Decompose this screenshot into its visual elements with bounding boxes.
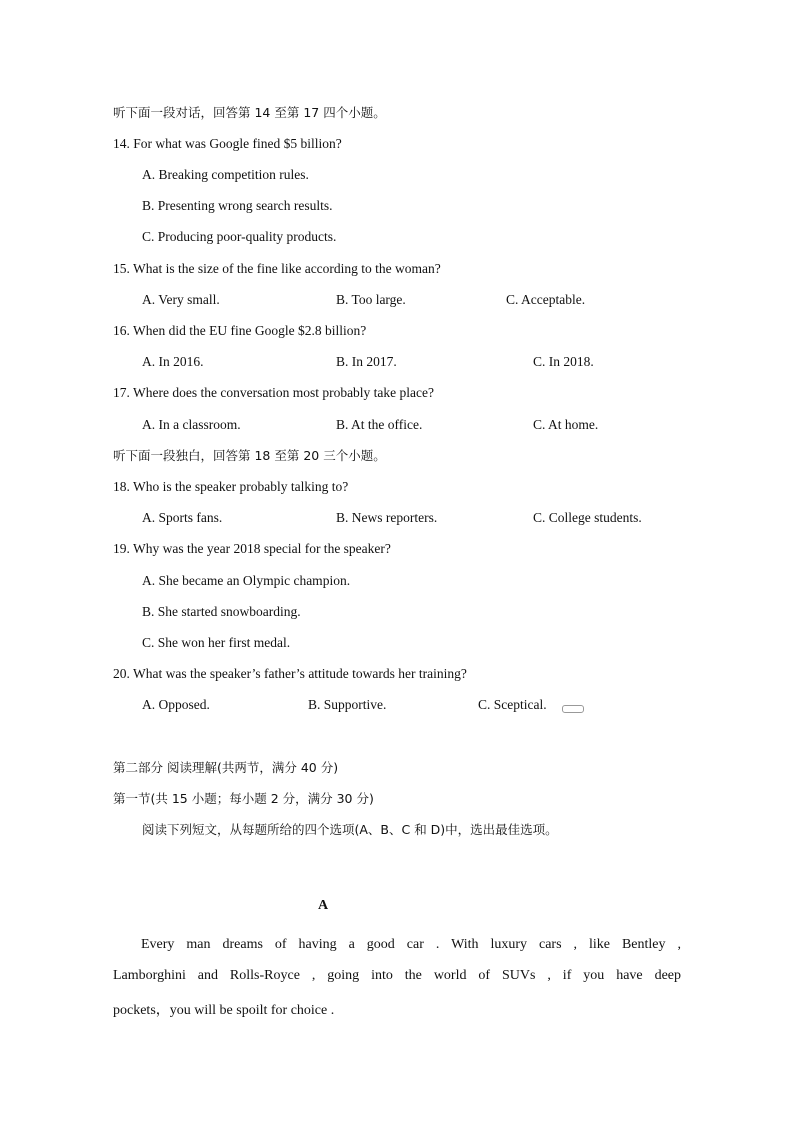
listening-instruction-2: 听下面一段独白，回答第 18 至第 20 三个小题。 [113,448,386,463]
question-18-option-b: B. News reporters. [336,510,438,525]
question-20-stem: 20. What was the speaker’s father’s attitude towards her training? [113,666,467,681]
question-17-option-b: B. At the office. [336,417,423,432]
question-16-option-a: A. In 2016. [142,354,204,369]
question-19-option-b: B. She started snowboarding. [142,604,301,619]
question-16-option-b: B. In 2017. [336,354,397,369]
question-16-stem: 16. When did the EU fine Google $2.8 billion? [113,323,367,338]
question-20-option-c: C. Sceptical. [478,697,547,712]
question-17-option-c: C. At home. [533,417,599,432]
passage-line-1: Every man dreams of having a good car . With luxury cars , like Bentley , [141,937,681,952]
passage-line-2: Lamborghini and Rolls-Royce , going into the world of SUVs , if you have deep [113,968,681,983]
listening-instruction-1: 听下面一段对话，回答第 14 至第 17 四个小题。 [113,105,386,120]
part2-instruction: 阅读下列短文，从每题所给的四个选项(A、B、C 和 D)中，选出最佳选项。 [142,822,558,837]
question-15-stem: 15. What is the size of the fine like according to the woman? [113,261,441,276]
question-15-option-b: B. Too large. [336,292,406,307]
question-19-option-c: C. She won her first medal. [142,635,291,650]
question-18-option-c: C. College students. [533,510,642,525]
part2-section1: 第一节(共 15 小题；每小题 2 分，满分 30 分) [113,791,374,806]
question-14-stem: 14. For what was Google fined $5 billion? [113,136,342,151]
question-17-stem: 17. Where does the conversation most probably take place? [113,385,435,400]
question-18-stem: 18. Who is the speaker probably talking to? [113,479,349,494]
question-17-option-a: A. In a classroom. [142,417,241,432]
part2-heading: 第二部分 阅读理解(共两节，满分 40 分) [113,760,339,775]
question-14-option-c: C. Producing poor-quality products. [142,229,337,244]
question-14-option-b: B. Presenting wrong search results. [142,198,333,213]
question-19-option-a: A. She became an Olympic champion. [142,573,351,588]
question-14-option-a: A. Breaking competition rules. [142,167,309,182]
watermark-stamp [562,705,584,713]
passage-line-3: pockets，you will be spoilt for choice . [113,1003,335,1018]
passage-title: A [318,898,329,913]
question-18-option-a: A. Sports fans. [142,510,223,525]
question-16-option-c: C. In 2018. [533,354,594,369]
question-20-option-a: A. Opposed. [142,697,210,712]
question-15-option-c: C. Acceptable. [506,292,586,307]
question-20-option-b: B. Supportive. [308,697,387,712]
question-15-option-a: A. Very small. [142,292,220,307]
question-19-stem: 19. Why was the year 2018 special for the speaker? [113,541,391,556]
